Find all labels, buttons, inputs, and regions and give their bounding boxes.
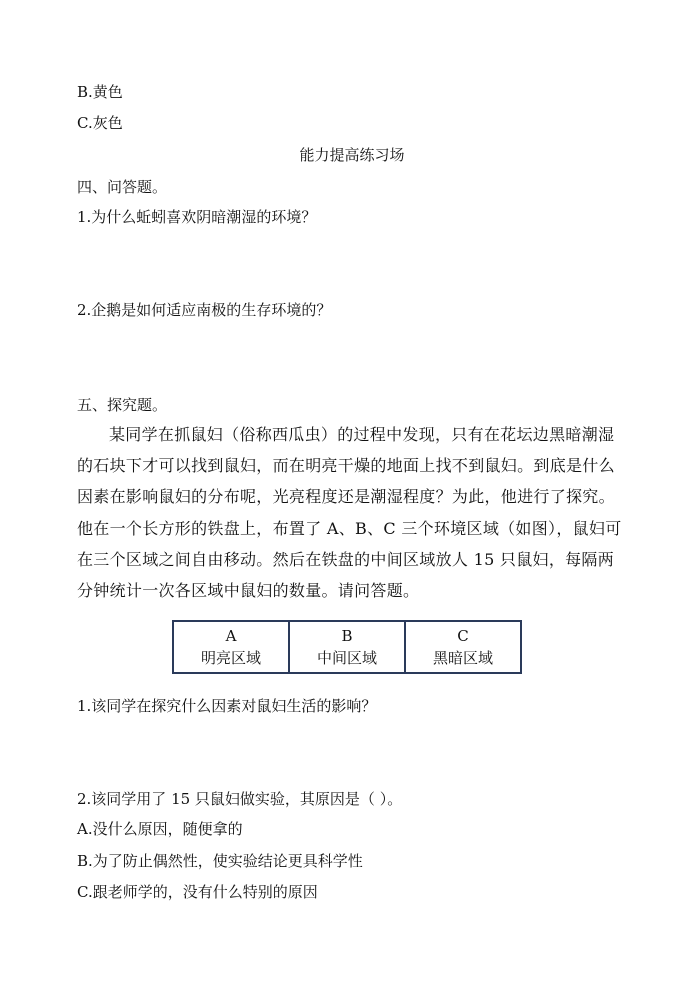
paragraph-text: 某同学在抓鼠妇（俗称西瓜虫）的过程中发现，只有在花坛边黑暗潮湿的石块下才可以找到鼠妇，而在明亮干燥的地面上找不到鼠妇。到底是什么因素在影响鼠妇的分布呢，光亮程度还是潮湿程度？为此，他进行了探究。他在一个长方形的铁盘上，布置了 A、B、C 三个环境区域（如图），鼠妇可在三个区域之间自由移动。然后在铁盘的中间区域放人 15 只鼠妇，每隔两分钟统计一次各区域中鼠妇的数量。请问答题。: [77, 425, 622, 601]
zone-label: 黑暗区域: [432, 649, 493, 667]
zone-cell-a: [173, 621, 289, 673]
zone-label: 明亮区域: [200, 649, 261, 667]
option-c-answer: C.跟老师学的，没有什么特别的原因: [77, 883, 318, 901]
zone-cell-c: [405, 621, 521, 673]
section-4-question-2: 2.企鹅是如何适应南极的生存环境的？: [77, 301, 332, 319]
section-heading: 能力提高练习场: [299, 146, 405, 164]
option-b-answer: B.为了防止偶然性，使实验结论更具科学性: [77, 852, 363, 870]
section-5-paragraph: [77, 419, 622, 606]
zone-letter: C: [457, 627, 469, 645]
zone-letter: A: [225, 627, 237, 645]
zone-table: [172, 620, 522, 674]
section-5-question-1: 1.该同学在探究什么因素对鼠妇生活的影响？: [77, 697, 377, 715]
option-c: C.灰色: [77, 114, 123, 132]
section-4-question-1: 1.为什么蚯蚓喜欢阴暗潮湿的环境？: [77, 208, 317, 226]
zone-label: 中间区域: [316, 649, 377, 667]
section-4-title: 四、问答题。: [77, 178, 168, 196]
zone-cell-b: [289, 621, 405, 673]
zone-row: [173, 621, 521, 673]
option-b: B.黄色: [77, 83, 123, 101]
section-5-title: 五、探究题。: [77, 396, 168, 414]
option-a-answer: A.没什么原因，随便拿的: [77, 820, 243, 838]
zone-letter: B: [341, 627, 353, 645]
section-5-question-2: 2.该同学用了 15 只鼠妇做实验，其原因是（ ）。: [77, 790, 403, 808]
